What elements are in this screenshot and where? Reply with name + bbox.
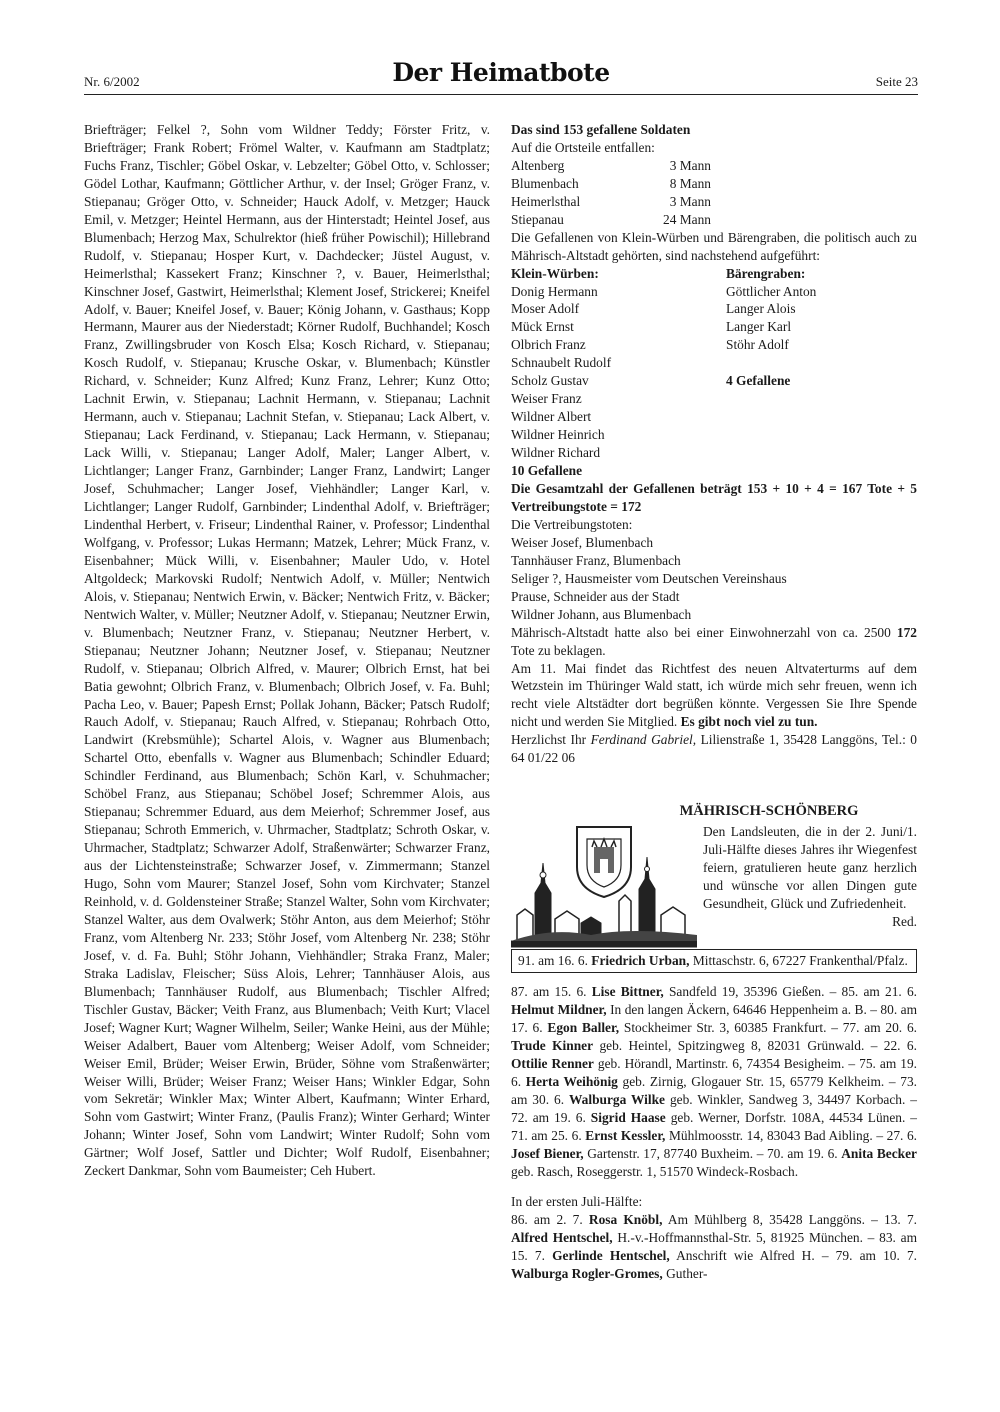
list-item: Göttlicher Anton bbox=[726, 283, 817, 299]
districts-subheading: Auf die Ortsteile entfallen: bbox=[511, 139, 655, 155]
list-item: Stöhr Adolf bbox=[726, 337, 789, 353]
editor-signature: Red. bbox=[892, 914, 917, 930]
issue-number: Nr. 6/2002 bbox=[84, 74, 140, 89]
masthead-logo: Der Heimatbote bbox=[392, 58, 610, 87]
page-header bbox=[84, 58, 918, 95]
total-summary: Die Gesamtzahl der Gefallenen beträgt 153 + 10 + 4 = 167 Tote + 5 Vertreibungstote = 172 bbox=[511, 481, 917, 514]
fallen-names-text: Briefträger; Felkel ?, Sohn vom Wildner Teddy; Förster Fritz, v. Briefträger; Frank Robert; Frömel Walter, v. Kaufmann am Stadtplatz; Fuchs Franz, Tischler; Göbel Oskar, v. Lebzelter; Göbel Otto, v. Schlosser; Gödel Lothar, Kaufmann; Göttlicher Arthur, v. der Insel; Gröger Franz, v. Stiepanau; Gröger Otto, v. Schneider; Hauck Adolf, v. Metzger; Hauck Emil, v. Metzger; Heintel Hermann, aus der Hinterstadt; Heintel Josef, aus Blumenbach; Herzog Max, Schulrektor (hieß früher Powischil); Hillebrand Rudolf, v. Stiepanau; Hosper Kurt, v. Dachdecker; Jüstel August, v. Heimerlsthal; Kassekert Franz; Kinschner ?, v. Bauer, Heimerlsthal; Kinschner Josef, Gastwirt, Heimerlsthal; Klement Josef, Strickerei; Kneifel Adolf, v. Bauer; Kneifel Josef, v. Bauer; König Johann, v. Gasthaus; Kopp Hermann, Maurer aus der Niederstadt; Körner Rudolf, Buchhandel; Kosch Franz, Zwillingsbruder von Kosch Elsa; Kosch Richard, v. Stiepanau; Kosch Rudolf, v. Stiepanau; Krusche Oskar, v. Blumenbach; Künstler Richard, v. Schneider; Kunz Alfred; Kunz Franz, Lehrer; Kunz Otto; Lachnit Erwin, v. Stiepanau; Lachnit Hermann, v. Stiepanau; Lachnit Hermann, auch v. Stiepanau; Lachnit Stefan, v. Stiepanau; Lack Albert, v. Stiepanau; Lack Ferdinand, v. Stiepanau; Lack Hermann, v. Stiepanau; Lack Willi, v. Stiepanau; Langer Adolf, Maler; Langer Albert, v. Lichtlanger; Langer Franz, Garnbinder; Langer Franz, Landwirt; Langer Josef, Schuhmacher; Langer Josef, Viehhändler; Langer Karl, v. Lichtlanger; Langer Rudolf, Garnbinder; Lindenthal Adolf, v. Briefträger; Lindenthal Herbert, v. Friseur; Lindenthal Rainer, v. Professor; Lindenthal Wolfgang, v. Professor; Lukas Hermann; Matzek, Lehrer; Mück Franz, v. Eisenbahner; Mück Willi, v. Eisenbahner; Mauler Udo, v. Hotel Altgoldeck; Markovski Rudolf; Nentwich Adolf, v. Müller; Nentwich Alois, v. Stiepanau; Nentwich Erwin, v. Bäcker; Nentwich Fritz, v. Bäcker; Nentwich Walter, v. Müller; Neutzner Adolf, v. Stiepanau; Neutzner Erwin, v. Blumenbach; Neutzner Franz, v. Stiepanau; Neutzner Herbert, v. Stiepanau; Neutzner Johann; Neutzner Josef, v. Stiepanau; Neutzner Rudolf, v. Stiepanau; Olbrich Alfred, v. Maurer; Olbrich Ernst, hat bei Batia gewohnt; Olbrich Franz, v. Blumenbach; Olbrich Josef, v. Fa. Buhl; Pacha Leo, v. Bauer; Papesh Ernst; Pollak Johann, Bäcker; Patsch Rudolf; Rauch Adolf, v. Stiepanau; Rauch Alfred, v. Stiepanau; Rohrbach Otto, Landwirt (Krebsmühle); Schartel Alois, v. Wagner aus Blumenbach; Schartel Otto, ebenfalls v. Wagner aus Blumenbach; Schindler Eduard; Schindler Ferdinand, aus Blumenbach; Schön Karl, v. Schuhmacher; Schöbel Franz, aus Stiepanau; Schöbel Josef; Schremmer Alois, aus Stiepanau; Schremmer Eduard, aus dem Meierhof; Schremmer Josef, aus Stiepanau; Schroth Emmerich, v. Uhrmacher, Stadtplatz; Schroth Oskar, v. Uhrmacher, Stadtplatz; Schwarzer Adolf, Straßenwärter; Schwarzer Franz, aus der Lichtensteinstraße; Schwarzer Josef, v. Zimmermann; Stanzel Hugo, Sohn vom Maurer; Stanzel Josef, Sohn vom Kirchvater; Stanzel Reinhold, v. d. Goldensteiner Straße; Stanzel Walter, Sohn vom Kirchvater; Stanzel Walter, aus dem Ovalwerk; Stöhr Anton, aus dem Meierhof; Stöhr Franz, vom Altenberg Nr. 233; Stöhr Josef, vom Altenberg Nr. 238; Stöhr Josef, v. d. Fa. Buhl; Stöhr Johann, Viehhändler; Straka Franz, Maler; Straka Ladislav, Fleischer; Süss Alois, Lehrer; Tannhäuser Alois, aus Blumenbach; Tannhäuser Rudolf, aus Blumenbach; Tischler Alfred; Tischler Gustav, Bäcker; Veith Franz, aus Blumenbach; Veith Kurt; Vlacel Josef; Wagner Kurt; Wagner Wilhelm, Seiler; Wanke Heini, aus der Mühle; Weiser Adalbert, Bauer vom Altenberg; Weiser Adolf, vom Schneider; Weiser Emil, Brüder; Weiser Erwin, Brüder, Söhne vom Straßenwärter; Weiser Willi, Brüder; Weiser Franz; Weiser Hans; Winkler Edgar, Sohn vom Sekretär; Winkler Max; Winter Albert, Kaufmann; Winter Erhard, Sohn vom Gastwirt; Winter Franz, (Paulis Franz); Winter Gerhard; Winter Johann; Winter Josef, Sohn vom Landwirt; Winter Rudolf; Sohn vom Gärtner; Wolf Josef, Sattler und Dichter; Wolf Rudolf, Eisenbahner; Zeckert Dankmar, Sohn vom Baumeister; Ceh Hubert. bbox=[84, 122, 490, 1179]
list-item: Olbrich Franz bbox=[511, 337, 586, 353]
july-label: In der ersten Juli-Hälfte: bbox=[511, 1193, 643, 1209]
list-item: Prause, Schneider aus der Stadt bbox=[511, 588, 680, 604]
village-lists bbox=[511, 265, 917, 480]
list-item: Weiser Josef, Blumenbach bbox=[511, 534, 654, 550]
birthday-list: 87. am 15. 6. Lise Bittner, Sandfeld 19, 35396 Gießen. – 85. am 21. 6. Helmut Mildner, In den langen Äckern, 64646 Heppenheim a. B. – 80. am 17. 6. Egon Baller, Stockheimer Str. 3, 60385 Frankfurt. – 77. am 20. 6. Trude Kinner geb. Heintel, Spitzingweg 8, 82031 Grünwald. – 22. 6. Ottilie Renner geb. Hörandl, Martinstr. 6, 74354 Besigheim. – 75. am 19. 6. Herta Weihönig geb. Zirnig, Glogauer Str. 15, 65779 Kelkheim. – 73. am 30. 6. Walburga Wilke geb. Winkler, Sandweg 3, 34497 Korbach. – 72. am 19. 6. Sigrid Haase geb. Werner, Dorfstr. 108A, 44534 Lünen. – 71. am 25. 6. Ernst Kessler, Mühlmoosstr. 14, 83043 Bad Aibling. – 27. 6. Josef Biener, Gartenstr. 17, 87740 Buxheim. – 70. am 19. 6. Anita Becker geb. Rasch, Roseggerstr. 1, 51570 Windeck-Rosbach. bbox=[511, 984, 918, 1179]
list-item: Langer Karl bbox=[726, 319, 792, 335]
list-item: Weiser Franz bbox=[511, 391, 582, 407]
greeting-block bbox=[511, 823, 917, 949]
list-item: Tannhäuser Franz, Blumenbach bbox=[511, 552, 681, 568]
baerengraben-list bbox=[726, 265, 917, 480]
list-item: Donig Hermann bbox=[511, 283, 598, 299]
district-table bbox=[511, 157, 917, 229]
table-row: Heimerlsthal 3 Mann bbox=[511, 193, 711, 209]
list-item: Schnaubelt Rudolf bbox=[511, 355, 612, 371]
list-item: Wildner Albert bbox=[511, 409, 592, 425]
table-row: Blumenbach 8 Mann bbox=[511, 175, 711, 191]
list-item: Seliger ?, Hausmeister vom Deutschen Vereinshaus bbox=[511, 570, 787, 586]
author-name: Ferdinand Gabriel, bbox=[590, 732, 697, 748]
list-item: Wildner Richard bbox=[511, 445, 601, 461]
population-note: Mährisch-Altstadt hatte also bei einer Einwohnerzahl von ca. 2500 172 Tote zu beklagen. bbox=[511, 624, 917, 658]
july-birthday-list: 86. am 2. 7. Rosa Knöbl, Am Mühlberg 8, 35428 Langgöns. – 13. 7. Alfred Hentschel, H.-v.-Hoffmannsthal-Str. 5, 81925 München. – 83. am 15. 7. Gerlinde Hentschel, Anschrift wie Alfred H. – 79. am 10. 7. Walburga Rogler-Gromes, Guther- bbox=[511, 1211, 918, 1281]
town-skyline-emblem-icon bbox=[511, 823, 697, 949]
klein-wuerben-total: 10 Gefallene bbox=[511, 463, 583, 479]
baerengraben-title: Bärengraben: bbox=[726, 265, 806, 281]
intro-text: Die Gefallenen von Klein-Würben und Bärengraben, die politisch auch zu Mährisch-Altstadt gehörten, sind nachstehend aufgeführt: bbox=[511, 229, 917, 263]
baerengraben-total: 4 Gefallene bbox=[726, 373, 791, 389]
table-row: Stiepanau 24 Mann bbox=[511, 211, 711, 227]
greeting-text: Den Landsleuten, die in der 2. Juni/1. Juli-Hälfte dieses Jahres ihr Wiegenfest feiern, gratulieren heute ganz herzlich und wünsche vor allen Dingen gute Gesundheit, Glück und Zufriedenheit. Red. bbox=[703, 824, 917, 930]
highlighted-birthday-box: 91. am 16. 6. Friedrich Urban, Mittaschstr. 6, 67227 Frankenthal/Pfalz. bbox=[511, 949, 917, 973]
left-column-name-list bbox=[84, 121, 490, 1180]
list-item: Moser Adolf bbox=[511, 301, 580, 317]
list-item: Wildner Heinrich bbox=[511, 427, 605, 443]
right-column bbox=[511, 121, 917, 1282]
klein-wuerben-list bbox=[511, 265, 726, 480]
page-number: Seite 23 bbox=[875, 74, 918, 89]
richtfest-note: Am 11. Mai findet das Richtfest des neuen Altvaterturms auf dem Wetzstein im Thüringer Wald statt, ich würde mich sehr freuen, wenn ich recht viele Altstädter dort begrüßen könnte. Vergessen Sie Ihre Spende nicht und werden Sie Mitglied. Es gibt noch viel zu tun. bbox=[511, 660, 917, 730]
list-item: Scholz Gustav bbox=[511, 373, 589, 389]
list-item: Langer Alois bbox=[726, 301, 796, 317]
signoff: Herzlichst Ihr Ferdinand Gabriel, Lilienstraße 1, 35428 Langgöns, Tel.: 0 64 01/22 06 bbox=[511, 732, 917, 766]
maehrisch-schoenberg-title: MÄHRISCH-SCHÖNBERG bbox=[679, 803, 859, 820]
list-item: Wildner Johann, aus Blumenbach bbox=[511, 606, 692, 622]
list-item: Mück Ernst bbox=[511, 319, 574, 335]
expulsion-label: Die Vertreibungstoten: bbox=[511, 516, 633, 532]
klein-wuerben-title: Klein-Würben: bbox=[511, 265, 599, 281]
table-row: Altenberg 3 Mann bbox=[511, 157, 711, 173]
fallen-heading: Das sind 153 gefallene Soldaten bbox=[511, 122, 691, 137]
